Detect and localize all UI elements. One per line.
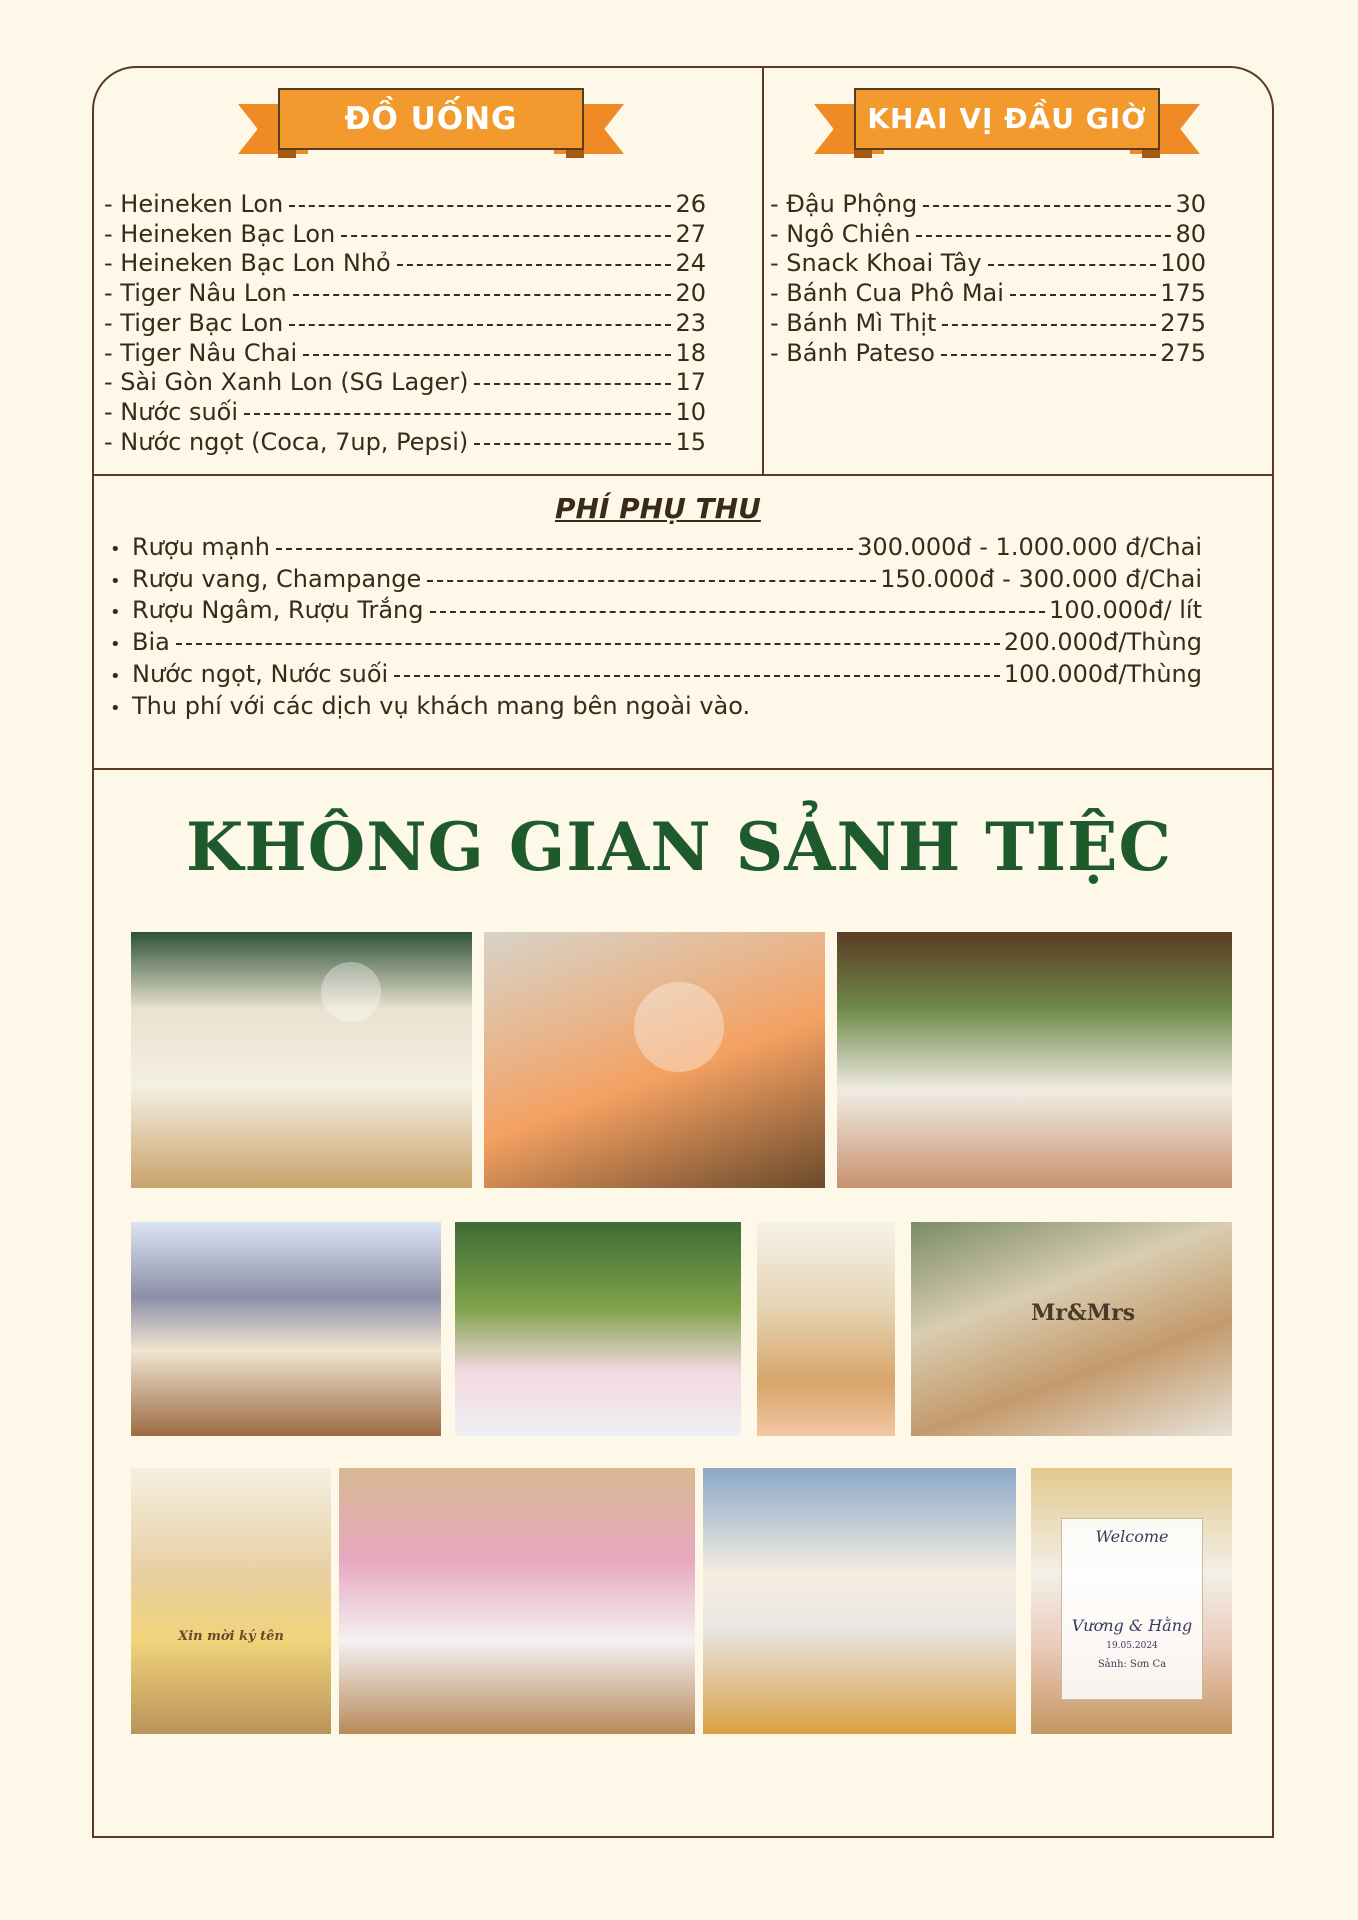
appetizers-title: KHAI VỊ ĐẦU GIỜ <box>854 88 1160 150</box>
photo-garden-table <box>455 1222 741 1436</box>
menu-item: - Ngô Chiên 80 <box>770 219 1206 248</box>
surcharge-item: • Bia 200.000đ/Thùng <box>110 628 1202 657</box>
menu-item: - Bánh Mì Thịt 275 <box>770 308 1206 337</box>
surcharge-item: • Rượu vang, Champange 150.000đ - 300.000 đ/Chai <box>110 564 1202 593</box>
surcharge-title: PHÍ PHỤ THU <box>555 492 761 525</box>
sign-couple: Vương & Hằng <box>1071 1616 1193 1635</box>
sign-welcome: Welcome <box>1095 1527 1169 1546</box>
drinks-ribbon <box>238 88 624 162</box>
photo-indoor-aisle <box>131 1222 441 1436</box>
drinks-list <box>104 190 706 457</box>
sign-hall: Sảnh: Sơn Ca <box>1097 1659 1167 1670</box>
photo-champagne-tower <box>757 1222 895 1436</box>
menu-item: - Heineken Lon 26 <box>104 190 706 218</box>
sign-date: 19.05.2024 <box>1106 1641 1158 1651</box>
welcome-board <box>1061 1518 1203 1700</box>
appetizers-list <box>770 190 1206 368</box>
appetizers-ribbon <box>814 88 1200 162</box>
photo-garden-hall <box>837 932 1232 1188</box>
menu-item: - Đậu Phộng 30 <box>770 190 1206 218</box>
menu-item: - Nước suối 10 <box>104 397 706 426</box>
surcharge-note: • Thu phí với các dịch vụ khách mang bên ngoài vào. <box>110 691 751 720</box>
gallery-title: KHÔNG GIAN SẢNH TIỆC <box>186 808 1172 886</box>
sign-mr-mrs: Mr&Mrs <box>1031 1300 1136 1326</box>
surcharge-item: • Nước ngọt, Nước suối 100.000đ/Thùng <box>110 659 1202 688</box>
photo-guestbook <box>911 1222 1232 1436</box>
menu-item: - Sài Gòn Xanh Lon (SG Lager) 17 <box>104 368 706 397</box>
surcharge-list <box>110 533 1202 723</box>
photo-welcome-sign <box>1031 1468 1232 1734</box>
photo-flower-table <box>484 932 825 1188</box>
section-divider <box>92 768 1274 770</box>
photo-wedding-arch <box>131 932 472 1188</box>
surcharge-item: • Rượu mạnh 300.000đ - 1.000.000 đ/Chai <box>110 533 1202 561</box>
menu-item: - Tiger Nâu Chai 18 <box>104 338 706 367</box>
drinks-title: ĐỒ UỐNG <box>278 88 584 150</box>
menu-item: - Tiger Bạc Lon 23 <box>104 308 706 337</box>
section-divider <box>92 474 1274 476</box>
column-divider <box>762 66 764 476</box>
menu-item: - Heineken Bạc Lon Nhỏ 24 <box>104 249 706 278</box>
surcharge-item: • Rượu Ngâm, Rượu Trắng 100.000đ/ lít <box>110 596 1202 625</box>
photo-signature-stand <box>131 1468 331 1734</box>
menu-item: - Bánh Cua Phô Mai 175 <box>770 279 1206 308</box>
photo-pink-hall <box>339 1468 695 1734</box>
menu-item: - Bánh Pateso 275 <box>770 338 1206 367</box>
menu-item: - Tiger Nâu Lon 20 <box>104 279 706 308</box>
menu-item: - Snack Khoai Tây 100 <box>770 249 1206 278</box>
menu-item: - Heineken Bạc Lon 27 <box>104 219 706 248</box>
menu-item: - Nước ngọt (Coca, 7up, Pepsi) 15 <box>104 427 706 456</box>
photo-table-setting <box>703 1468 1016 1734</box>
sign-xin-moi: Xin mời ký tên <box>178 1629 284 1644</box>
